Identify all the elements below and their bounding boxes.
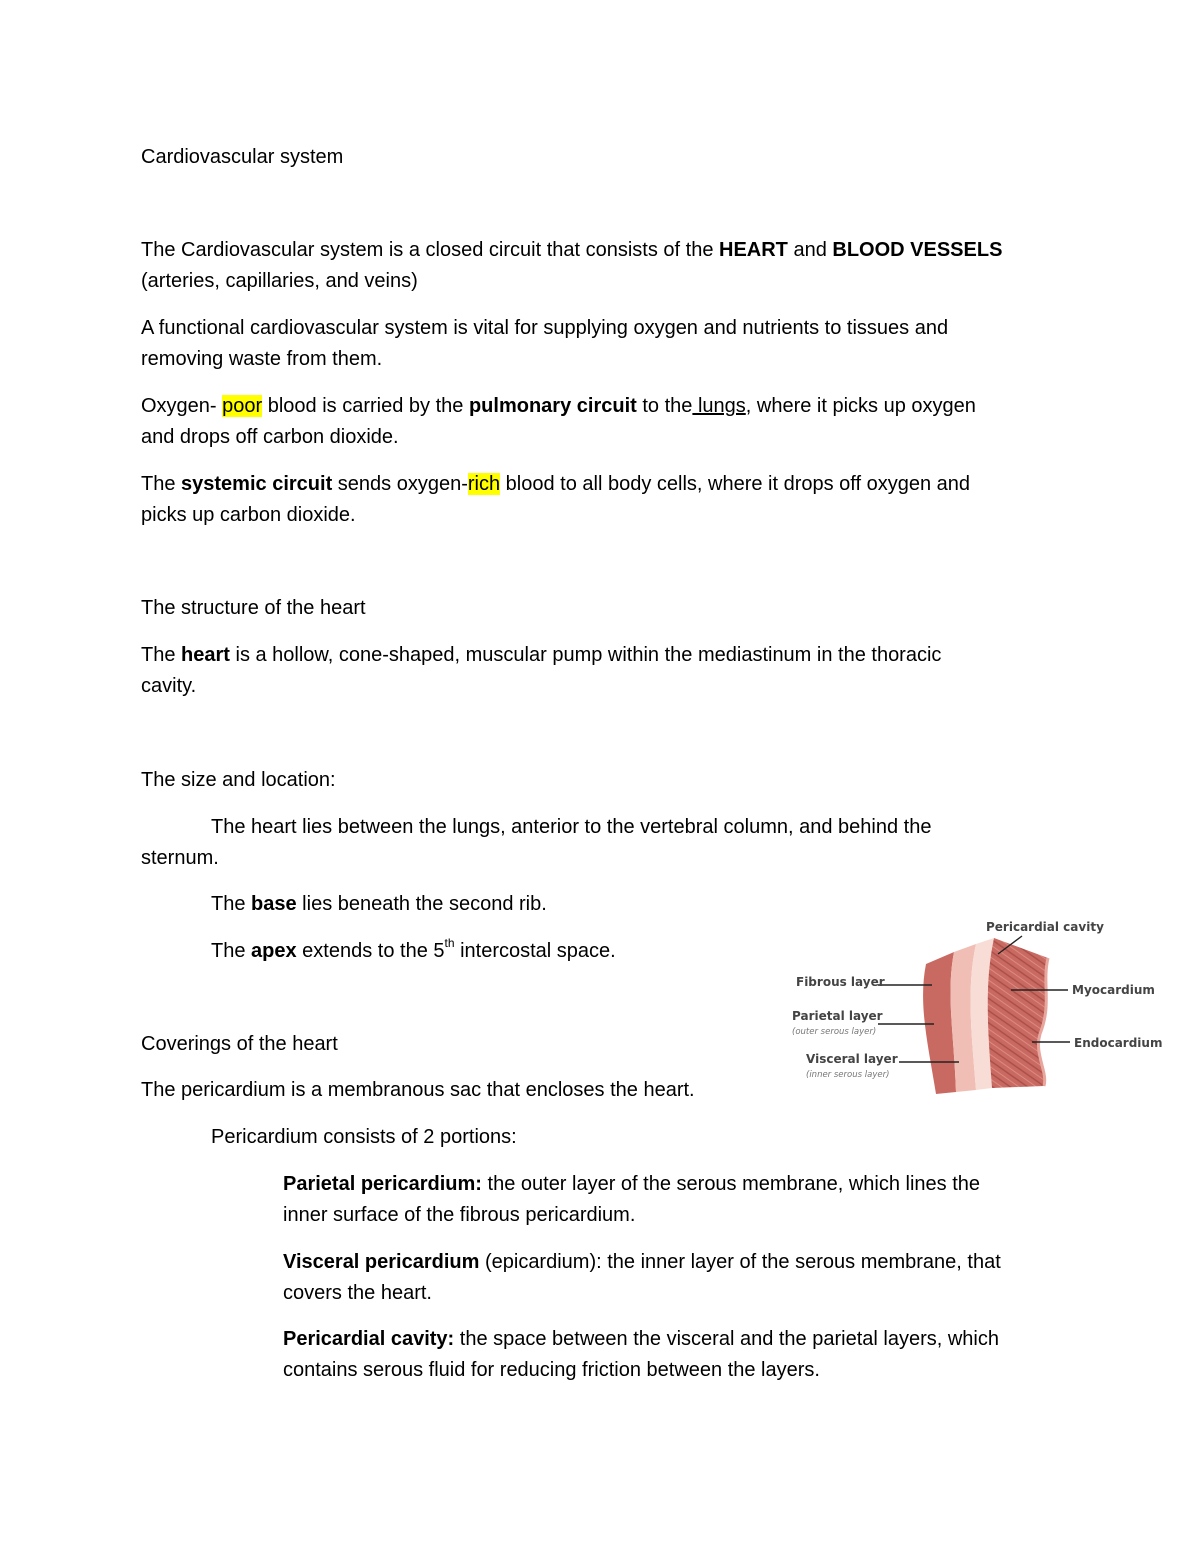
intro-and: and (787, 239, 833, 261)
functional-line-1: A functional cardiovascular system is vital for supplying oxygen and nutrients to tissues and (141, 317, 949, 339)
coverings-heading: Coverings of the heart (141, 1033, 338, 1055)
visceral-text: (epicardium): the inner layer of the serous membrane, that (479, 1251, 1001, 1273)
apex-pre: The (211, 940, 252, 962)
label-endocardium: Endocardium (1074, 1036, 1163, 1050)
structure-heading: The structure of the heart (141, 597, 366, 619)
pulmonary-post: , where it picks up oxygen (745, 395, 976, 417)
pulmonary-to: to the (636, 395, 693, 417)
size-line-1: The heart lies between the lungs, anterior to the vertebral column, and behind the (211, 816, 932, 838)
myocardium-shape (988, 938, 1048, 1088)
base-line (211, 892, 547, 916)
structure-line-2: cavity. (141, 675, 197, 697)
term-parietal-pericardium: Parietal pericardium: (283, 1173, 482, 1195)
functional-line-2: removing waste from them. (141, 348, 383, 370)
visceral-line-2: covers the heart. (283, 1282, 432, 1304)
systemic-post: blood to all body cells, where it drops off oxygen and (500, 473, 971, 495)
structure-pre: The (141, 644, 182, 666)
intro-line-2: (arteries, capillaries, and veins) (141, 270, 418, 292)
label-myocardium: Myocardium (1072, 983, 1155, 997)
label-fibrous-layer: Fibrous layer (796, 975, 885, 989)
systemic-mid: sends oxygen- (332, 473, 468, 495)
base-pre: The (211, 893, 252, 915)
apex-mid: extends to the 5 (296, 940, 445, 962)
underlined-lungs: lungs (692, 395, 746, 417)
size-heading: The size and location: (141, 769, 336, 791)
label-visceral-layer: Visceral layer (806, 1052, 898, 1066)
highlight-poor: poor (222, 395, 263, 417)
term-blood-vessels: BLOOD VESSELS (832, 239, 1003, 261)
pulmonary-pre: Oxygen- (141, 395, 223, 417)
label-parietal-sub: (outer serous layer) (792, 1027, 877, 1037)
base-post: lies beneath the second rib. (296, 893, 547, 915)
cavity-text: the space between the visceral and the parietal layers, which (454, 1328, 999, 1350)
pulmonary-mid: blood is carried by the (262, 395, 469, 417)
label-visceral-sub: (inner serous layer) (806, 1070, 890, 1080)
apex-superscript: th (444, 936, 455, 951)
systemic-pre: The (141, 473, 182, 495)
term-pulmonary-circuit: pulmonary circuit (468, 395, 637, 417)
pericardium-layers-figure (786, 914, 1176, 1104)
fibrous-layer-shape (923, 952, 956, 1094)
document-title: Cardiovascular system (141, 146, 344, 168)
pulmonary-line-2: and drops off carbon dioxide. (141, 426, 399, 448)
apex-post: intercostal space. (454, 940, 616, 962)
cavity-line-1 (283, 1327, 999, 1351)
coverings-line-1: The pericardium is a membranous sac that encloses the heart. (141, 1079, 695, 1101)
term-heart-lower: heart (181, 644, 230, 666)
label-parietal-layer: Parietal layer (792, 1009, 883, 1023)
term-visceral-pericardium: Visceral pericardium (283, 1251, 480, 1273)
size-line-2: sternum. (141, 847, 219, 869)
pulmonary-line-1 (141, 394, 976, 418)
parietal-line-1 (283, 1172, 980, 1196)
systemic-line-2: picks up carbon dioxide. (141, 504, 356, 526)
cavity-line-2: contains serous fluid for reducing friction between the layers. (283, 1359, 820, 1381)
highlight-rich: rich (467, 473, 501, 495)
parietal-line-2: inner surface of the fibrous pericardium. (283, 1204, 636, 1226)
term-systemic-circuit: systemic circuit (181, 473, 333, 495)
coverings-line-2: Pericardium consists of 2 portions: (211, 1126, 517, 1148)
parietal-text: the outer layer of the serous membrane, which lines the (481, 1173, 981, 1195)
apex-line (211, 936, 616, 963)
structure-post: is a hollow, cone-shaped, muscular pump within the mediastinum in the thoracic (229, 644, 942, 666)
systemic-line-1 (141, 472, 970, 496)
term-apex: apex (251, 940, 297, 962)
label-pericardial-cavity: Pericardial cavity (986, 920, 1104, 934)
term-base: base (251, 893, 297, 915)
intro-text: The Cardiovascular system is a closed circuit that consists of the (141, 239, 720, 261)
term-pericardial-cavity: Pericardial cavity: (283, 1328, 455, 1350)
term-heart: HEART (719, 239, 788, 261)
intro-line-1 (141, 238, 1002, 262)
visceral-line-1 (283, 1250, 1001, 1274)
structure-line-1 (141, 643, 941, 667)
